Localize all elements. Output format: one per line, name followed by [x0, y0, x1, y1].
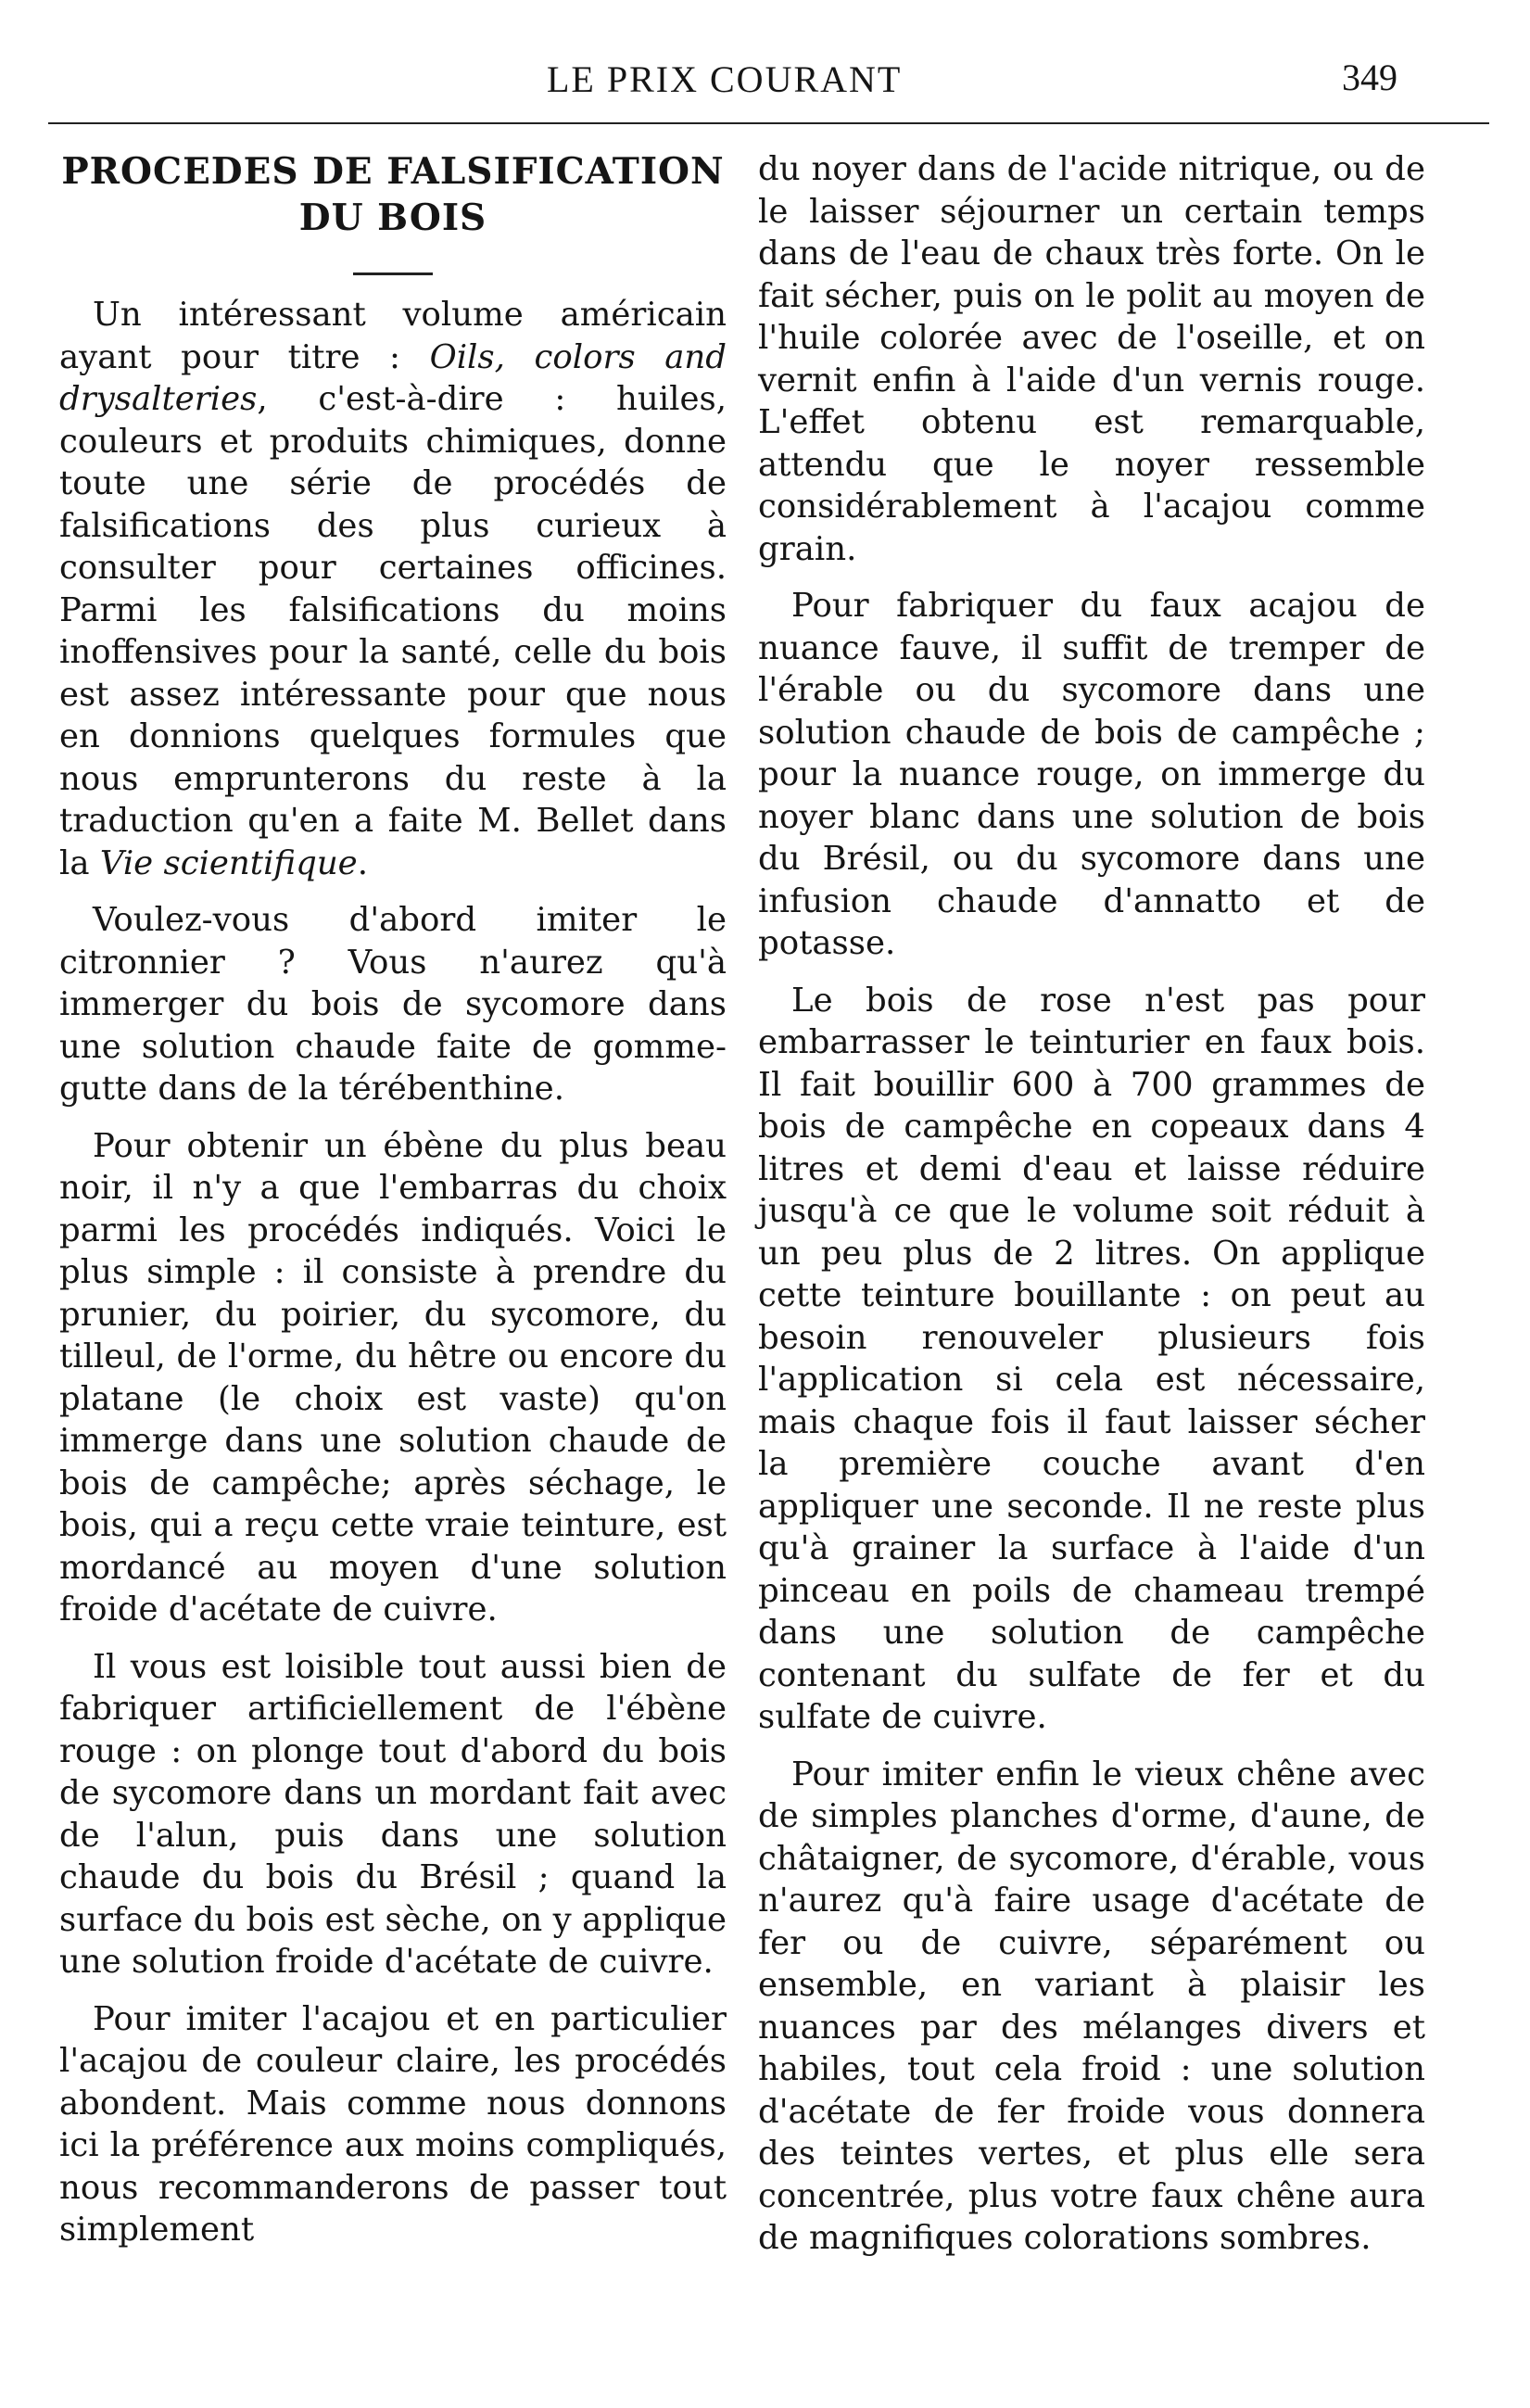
title-rule [353, 272, 433, 275]
paragraph-acajou-continued: du noyer dans de l'acide nitrique, ou de le laisser séjourner un certain temps dans de l'eau de chaux très forte. On le fait sécher, puis on le polit au moyen de l'huile colorée avec de l'oseille, et on vernit enfin à l'aide d'un vernis rouge. L'effet obtenu est remarquable, attendu que le noyer ressemble considérablement à l'acajou comme grain. [758, 150, 1425, 568]
paragraph-vieux-chene: Pour imiter enfin le vieux chêne avec de simples planches d'orme, d'aune, de châtaigner, de sycomore, d'érable, vous n'aurez qu'à faire usage d'acétate de fer ou de cuivre, séparément ou ensemble, en variant à plaisir les nuances par des mélanges divers et habiles, tout cela froid : une solution d'acétate de fer froide vous donnera des teintes vertes, et plus elle sera concentrée, plus votre faux chêne aura de magnifiques colorations sombres. [758, 1755, 1425, 2257]
paragraph-intro-text-b: , c'est-à-dire : huiles, couleurs et produits chimiques, donne toute une série de procédés de falsifications des plus curieux à consulter pour certaines officines. Parmi les falsifications du moins inoffensives pour la santé, celle du bois est assez intéressante pour que nous en donnions quelques formules que nous emprunterons du reste à la traduction qu'en a faite M. Bellet dans la [59, 380, 727, 882]
article-title-line-2: DU BOIS [298, 196, 487, 239]
paragraph-citronnier: Voulez-vous d'abord imiter le citronnier ? Vous n'aurez qu'à immerger du bois de sycomore dans une solution chaude faite de gomme-gutte dans de la térébenthine. [59, 901, 727, 1108]
paragraph-acajou: Pour imiter l'acajou et en particulier l'acajou de couleur claire, les procédés abondent. Mais comme nous donnons ici la préférence aux moins compliqués, nous recommanderons de passer tout simplement [59, 1999, 727, 2249]
paragraph-bois-de-rose: Le bois de rose n'est pas pour embarrasser le teinturier en faux bois. Il fait bouillir 600 à 700 grammes de bois de campêche en copeaux dans 4 litres et demi d'eau et laisse réduire jusqu'à ce que le volume soit réduit à un peu plus de 2 litres. On applique cette teinture bouillante : on peut au besoin renouveler plusieurs fois l'application si cela est nécessaire, mais chaque fois il faut laisser sécher la première couche avant d'en appliquer une seconde. Il ne reste plus qu'à grainer la surface à l'aide d'un pinceau en poils de chameau trempé dans une solution de campêche contenant du sulfate de fer et du sulfate de cuivre. [758, 981, 1425, 1736]
page-header [0, 48, 1530, 113]
article-title-line-1: PROCEDES DE FALSIFICATION [61, 150, 725, 193]
left-column [59, 148, 727, 2266]
running-title: LE PRIX COURANT [547, 58, 903, 100]
journal-title: Vie scientifique [99, 843, 358, 882]
book-title: Oils, colors and drysalteries [59, 337, 727, 418]
article-title [59, 148, 727, 241]
paragraph-ebene-rouge: Il vous est loisible tout aussi bien de fabriquer artificiellement de l'ébène rouge : on plonge tout d'abord du bois de sycomore dans un mordant fait avec de l'alun, puis dans une solution chaude du bois du Brésil ; quand la surface du bois est sèche, on y applique une solution froide d'acétate de cuivre. [59, 1647, 727, 1981]
paragraph-intro-text-c: . [357, 843, 368, 882]
right-column [758, 148, 1425, 2275]
paragraph-faux-acajou: Pour fabriquer du faux acajou de nuance fauve, il suffit de tremper de l'érable ou du sycomore dans une solution chaude de bois de campêche ; pour la nuance rouge, on immerge du noyer blanc dans une solution de bois du Brésil, ou du sycomore dans une infusion chaude d'annatto et de potasse. [758, 587, 1425, 962]
paragraph-intro [59, 294, 727, 884]
paragraph-intro-text-a: Un intéressant volume américain ayant pour titre : [59, 296, 727, 376]
paragraph-ebene-noir: Pour obtenir un ébène du plus beau noir, il n'y a que l'embarras du choix parmi les procédés indiqués. Voici le plus simple : il consiste à prendre du prunier, du poirier, du sycomore, du tilleul, de l'orme, du hêtre ou encore du platane (le choix est vaste) qu'on immerge dans une solution chaude de bois de campêche; après séchage, le bois, qui a reçu cette vraie teinture, est mordancé au moyen d'une solution froide d'acétate de cuivre. [59, 1126, 727, 1629]
header-rule [48, 122, 1489, 124]
page-number: 349 [1342, 57, 1397, 98]
